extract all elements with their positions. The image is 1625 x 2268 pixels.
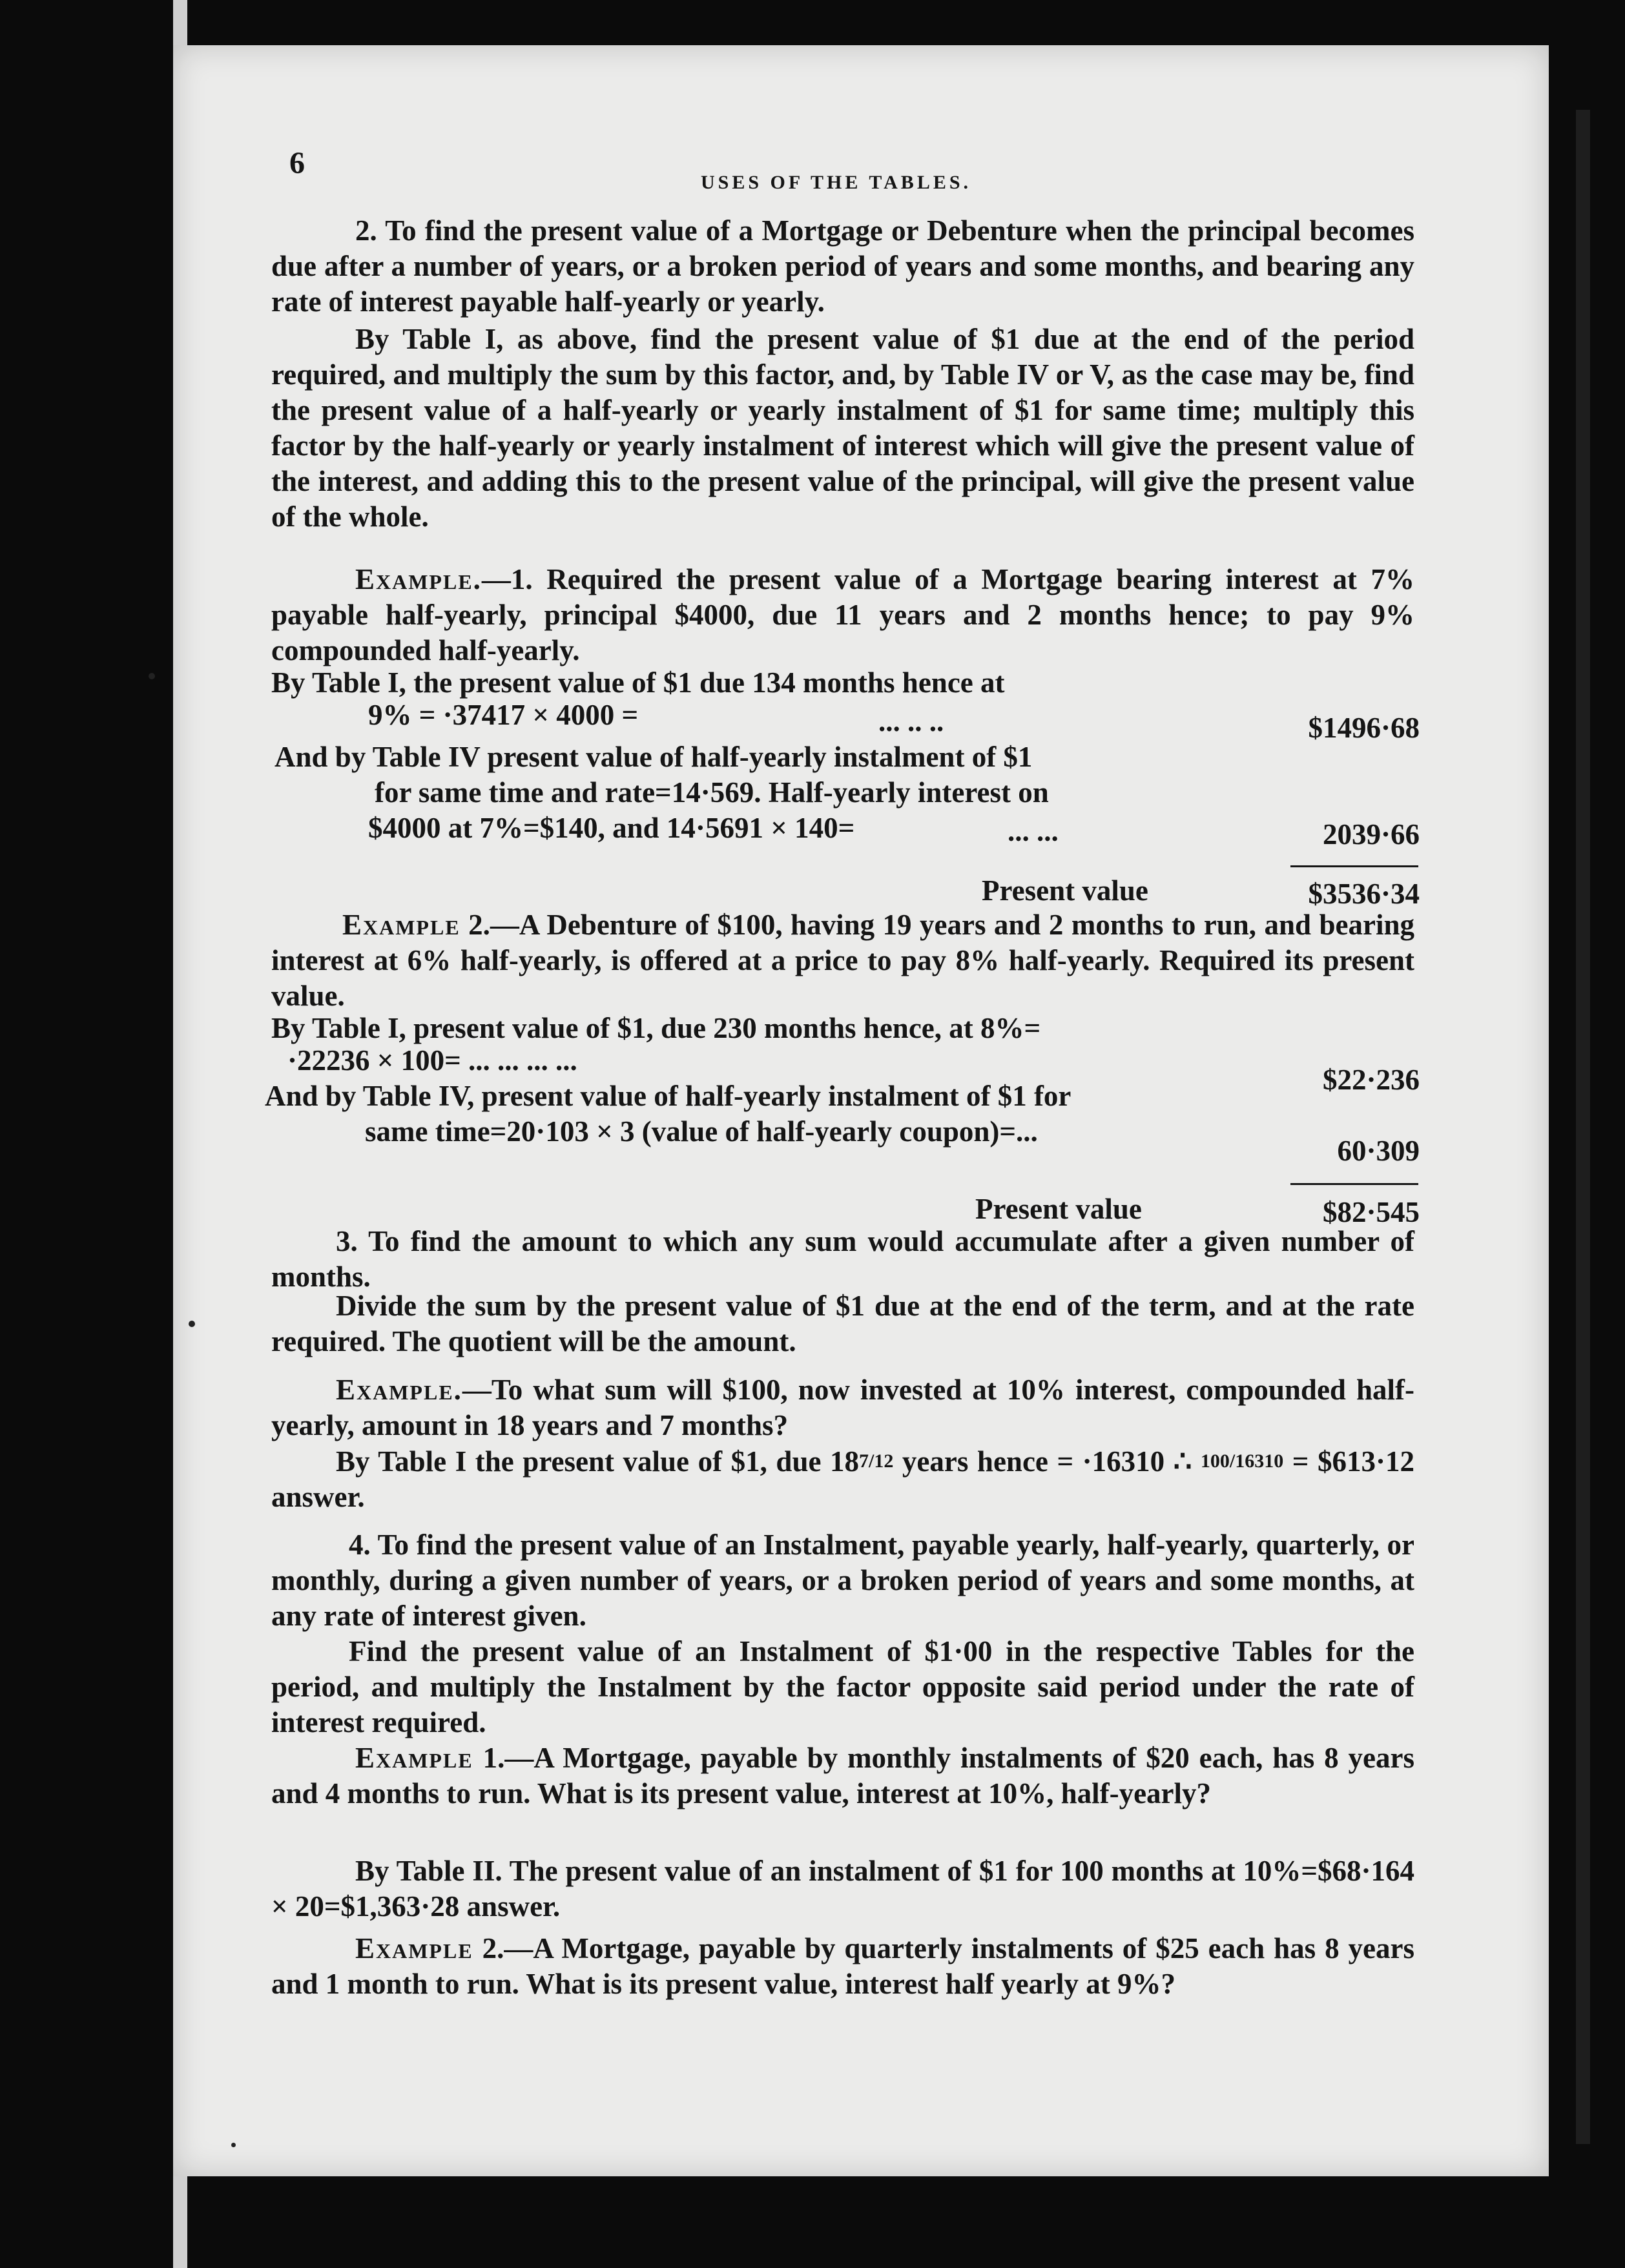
calc-4-line-2: same time=20·103 × 3 (value of half-yearly coupon)=... — [365, 1115, 1038, 1148]
present-value-amount-2: $82·545 — [1322, 1196, 1420, 1228]
scan-edge-bar — [1576, 110, 1590, 2144]
section-2-method: By Table I, as above, find the present value of $1 due at the end of the period required, and multiply the sum by this factor, and, by Table IV or V, as the case may be, find the present value of a half-yearly or yearly instalment of $1 for same time; multiply this factor by the half-yearly or yearly instalment of interest which will give the present value of the interest, and adding this to the present value of the principal, will give the present value of the whole. — [271, 323, 1414, 533]
section-4-method: Find the present value of an Instalment of $1·00 in the respective Tables for the period, and multiply the Instalment by the factor opposite said period under the rate of interest required. — [271, 1635, 1414, 1738]
scan-speck — [149, 673, 155, 679]
calc-1-line-2: 9% = ·37417 × 4000 = — [368, 699, 639, 731]
calc-3-line-2: ·22236 × 100= ... ... ... ... — [287, 1044, 577, 1077]
present-value-label: Present value — [982, 874, 1148, 907]
section-4-example-1-answer: By Table II. The present value of an instalment of $1 for 100 months at 10%=$68·164 × 20=$1,363·28 answer. — [271, 1855, 1414, 1923]
section-3-heading: 3. To find the amount to which any sum would accumulate after a given number of months. — [271, 1225, 1414, 1293]
section-2-heading: 2. To find the present value of a Mortgage or Debenture when the principal becomes due after a number of years, or a broken period of years and some months, and bearing any rate of interest payable half-yearly or yearly. — [271, 214, 1414, 318]
example-text: —To what sum will $100, now invested at 10% interest, compounded half-yearly, amount in 18 years and 7 months? — [271, 1374, 1414, 1441]
sum-rule — [1290, 865, 1418, 867]
fraction: 7/12 — [859, 1450, 894, 1472]
calc-2-line-3: $4000 at 7%=$140, and 14·5691 × 140= — [368, 812, 855, 844]
sum-rule — [1290, 1183, 1418, 1185]
calc-text: = $613·12 answer. — [271, 1445, 1414, 1513]
fraction: 100/16310 — [1200, 1450, 1284, 1472]
section-4-heading: 4. To find the present value of an Instalment, payable yearly, half-yearly, quarterly, or monthly, during a given number of years, or a broken period of years and some months, at any rate of interest given. — [271, 1529, 1414, 1632]
calc-1-amount: $1496·68 — [1308, 712, 1420, 744]
calc-text: years hence = ·16310 ∴ — [893, 1445, 1201, 1478]
example-text: 2.—A Mortgage, payable by quarterly instalments of $25 each has 8 years and 1 month to run. What is its present value, interest half yearly at 9%? — [271, 1932, 1414, 2000]
example-text: —1. Required the present value of a Mortgage bearing interest at 7% payable half-yearly, principal $4000, due 11 years and 2 months hence; to pay 9% compounded half-yearly. — [271, 563, 1414, 666]
example-text: 2.—A Debenture of $100, having 19 years and 2 months to run, and bearing interest at 6% half-yearly, is offered at a price to pay 8% half-yearly. Required its present value. — [271, 909, 1414, 1012]
example-label: Example — [355, 1932, 473, 1964]
example-text: 1.—A Mortgage, payable by monthly instalments of $20 each, has 8 years and 4 months to run. What is its present value, interest at 10%, half-yearly? — [271, 1742, 1414, 1809]
calc-2-amount: 2039·66 — [1322, 818, 1420, 850]
calc-4-amount: 60·309 — [1337, 1135, 1420, 1167]
calc-3-line-1: By Table I, present value of $1, due 230 months hence, at 8%= — [271, 1012, 1041, 1044]
calc-1-leader: ... .. .. — [878, 705, 944, 737]
section-3-example — [271, 1372, 1414, 1443]
calc-2-line-2: for same time and rate=14·569. Half-yearly interest on — [375, 776, 1049, 809]
scan-speck — [231, 2143, 236, 2147]
calc-2-leader: ... ... — [1008, 815, 1059, 847]
example-label: Example — [342, 909, 461, 941]
calc-2-line-1: And by Table IV present value of half-yearly instalment of $1 — [274, 741, 1033, 773]
section-3-calculation — [271, 1443, 1414, 1515]
section-4-example-2 — [271, 1931, 1414, 2002]
page-number: 6 — [289, 146, 305, 180]
running-head: USES OF THE TABLES. — [701, 172, 972, 193]
section-2-example-1 — [271, 562, 1414, 668]
section-2-example-2 — [271, 907, 1414, 1014]
calc-text: By Table I the present value of $1, due 18 — [336, 1445, 859, 1478]
section-4-example-1 — [271, 1740, 1414, 1811]
scan-speck — [189, 1321, 195, 1327]
section-3-method: Divide the sum by the present value of $1 due at the end of the term, and at the rate required. The quotient will be the amount. — [271, 1290, 1414, 1357]
example-label: Example. — [336, 1374, 462, 1406]
calc-1-line-1: By Table I, the present value of $1 due 134 months hence at — [271, 666, 1005, 699]
example-label: Example. — [355, 563, 482, 595]
calc-3-amount: $22·236 — [1322, 1064, 1420, 1096]
present-value-amount: $3536·34 — [1308, 878, 1420, 910]
present-value-label-2: Present value — [975, 1193, 1142, 1225]
example-label: Example — [355, 1742, 473, 1774]
calc-4-line-1: And by Table IV, present value of half-yearly instalment of $1 for — [265, 1080, 1071, 1112]
